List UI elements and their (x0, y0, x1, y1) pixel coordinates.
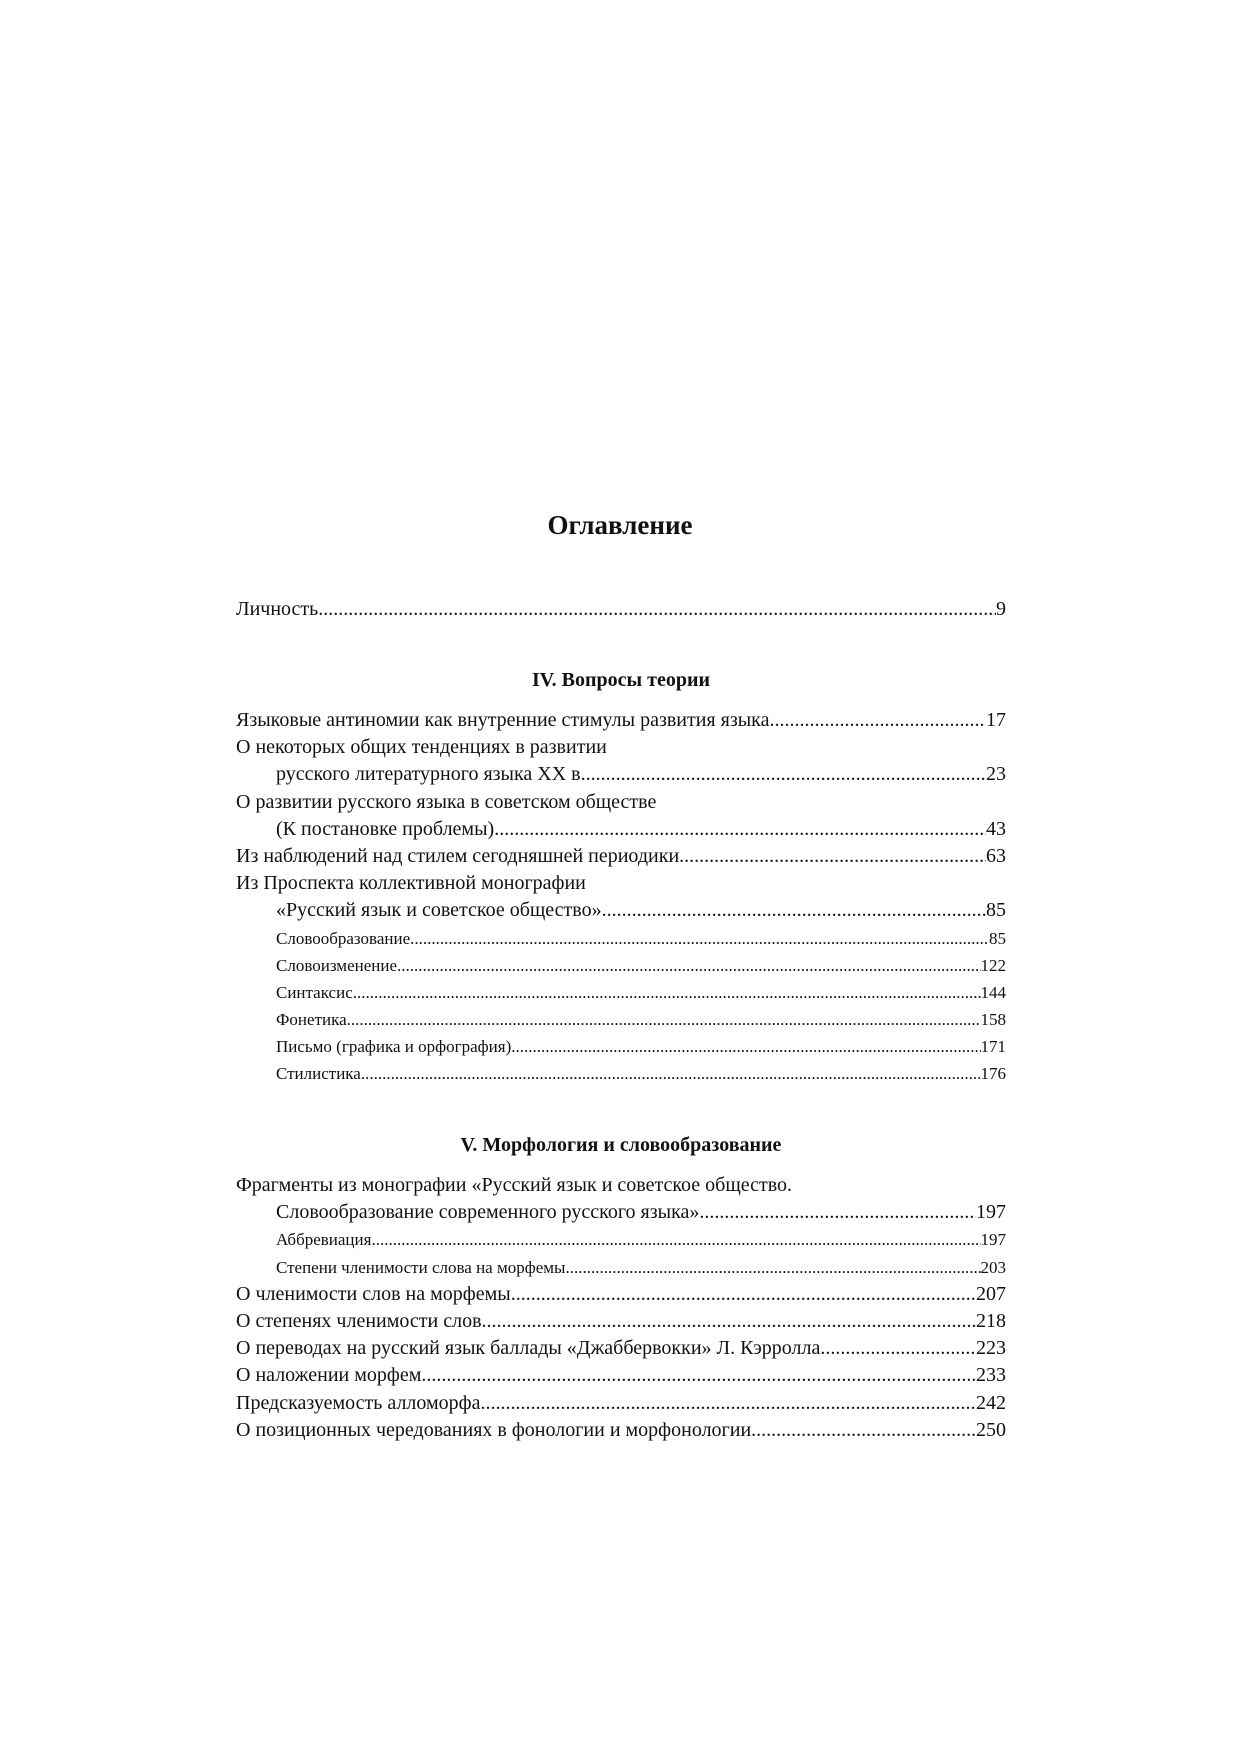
toc-entry-title: О наложении морфем (236, 1364, 422, 1387)
toc-entry (236, 707, 1006, 734)
toc-entry (236, 1006, 1006, 1033)
toc-entry (236, 761, 1006, 788)
toc-leader-dots (353, 979, 981, 1006)
toc-entry-page: 85 (986, 899, 1006, 922)
toc-entry-title: Языковые антиномии как внутренние стимулы развития языка (236, 709, 770, 731)
toc-entry (236, 596, 1006, 623)
toc-entry-title: Личность (236, 598, 319, 620)
toc-entry-title: О членимости слов на морфемы (236, 1282, 511, 1305)
toc-leader-dots (769, 707, 986, 734)
toc-entry-page: 242 (976, 1391, 1006, 1414)
toc-entry-title: Из наблюдений над стилем сегодняшней периодики (236, 844, 680, 867)
toc-entry-title: Фонетика (276, 1010, 347, 1030)
toc-entry-page: 85 (989, 928, 1006, 948)
toc-entry-title: Письмо (графика и орфография) (276, 1037, 512, 1057)
toc-entry-title: Словообразование современного русского языка» (276, 1201, 700, 1224)
toc-leader-dots (482, 1308, 976, 1335)
toc-entry-title: О степенях членимости слов (236, 1309, 482, 1332)
toc-entry-title: (К постановке проблемы) (276, 817, 495, 840)
toc-entry-page: 207 (976, 1282, 1006, 1305)
toc-entry (236, 1417, 1006, 1444)
toc-leader-dots (421, 1362, 976, 1389)
toc-entry-title: Предсказуемость алломорфа (236, 1391, 481, 1414)
toc-entry (236, 734, 1006, 761)
toc-section-morphology (236, 1172, 1006, 1444)
toc-leader-dots (318, 596, 996, 623)
toc-entry (236, 816, 1006, 843)
page-title: Оглавление (547, 510, 693, 540)
toc-entry-page: 218 (976, 1309, 1006, 1332)
toc-entry (236, 1362, 1006, 1389)
toc-leader-dots (699, 1199, 976, 1226)
section-heading-morphology: V. Морфология и словообразование (460, 1134, 782, 1156)
toc-entry (236, 1199, 1006, 1226)
toc-leader-dots (602, 897, 986, 924)
toc-entry (236, 1335, 1006, 1362)
toc-entry (236, 1390, 1006, 1417)
toc-entry-title: Из Проспекта коллективной монографии (236, 872, 586, 895)
toc-entry-page: 23 (986, 763, 1006, 786)
toc-entry (236, 843, 1006, 870)
toc-leader-dots (565, 1254, 980, 1281)
toc-entry-title: О некоторых общих тенденциях в развитии (236, 736, 607, 759)
toc-entry-page: 176 (980, 1064, 1006, 1084)
toc-entry-title: «Русский язык и советское общество» (276, 899, 602, 922)
toc-entry (236, 925, 1006, 952)
toc-leader-dots (371, 1226, 980, 1253)
toc-leader-dots (481, 1390, 976, 1417)
toc-intro (236, 596, 1006, 623)
toc-leader-dots (679, 843, 986, 870)
toc-entry-page: 144 (980, 982, 1006, 1002)
toc-entry (236, 1308, 1006, 1335)
toc-entry (236, 1226, 1006, 1253)
toc-entry-title: Степени членимости слова на морфемы (276, 1257, 566, 1277)
toc-entry-title: Стилистика (276, 1064, 361, 1084)
toc-entry-page: 9 (996, 598, 1006, 620)
toc-leader-dots (511, 1033, 980, 1060)
toc-entry (236, 789, 1006, 816)
toc-entry-title: русского литературного языка XX в. (276, 763, 586, 786)
toc-entry-page: 171 (980, 1037, 1006, 1057)
section-heading-theory: IV. Вопросы теории (532, 669, 710, 691)
toc-entry-page: 63 (986, 844, 1006, 867)
toc-entry-title: Фрагменты из монографии «Русский язык и советское общество. (236, 1174, 793, 1196)
toc-entry (236, 979, 1006, 1006)
toc-entry (236, 1060, 1006, 1087)
toc-entry-page: 197 (976, 1201, 1006, 1224)
toc-entry-page: 203 (980, 1257, 1006, 1277)
toc-entry-title: Синтаксис (276, 982, 353, 1002)
toc-leader-dots (820, 1335, 976, 1362)
toc-section-theory (236, 707, 1006, 1088)
toc-entry-page: 158 (980, 1010, 1006, 1030)
toc-entry-page: 197 (980, 1230, 1006, 1250)
toc-entry (236, 1254, 1006, 1281)
toc-entry-page: 17 (986, 709, 1006, 731)
toc-leader-dots (751, 1417, 976, 1444)
toc-entry (236, 1172, 1006, 1199)
toc-leader-dots (494, 816, 986, 843)
toc-leader-dots (347, 1006, 981, 1033)
toc-entry-title: О позиционных чередованиях в фонологии и морфонологии (236, 1418, 752, 1441)
toc-leader-dots (410, 925, 989, 952)
toc-entry-page: 122 (980, 955, 1006, 975)
toc-leader-dots (586, 761, 986, 788)
toc-entry-title: Словоизменение (276, 955, 397, 975)
toc-entry-title: Словообразование (276, 928, 411, 948)
toc-entry-title: О развитии русского языка в советском обществе (236, 790, 657, 813)
toc-entry (236, 870, 1006, 897)
toc-entry-page: 233 (976, 1364, 1006, 1387)
toc-entry-page: 43 (986, 817, 1006, 840)
toc-leader-dots (361, 1060, 981, 1087)
toc-entry (236, 1033, 1006, 1060)
toc-entry (236, 897, 1006, 924)
toc-entry (236, 952, 1006, 979)
toc-entry-page: 250 (976, 1418, 1006, 1441)
toc-entry-title: Аббревиация (276, 1230, 372, 1250)
toc-entry-title: О переводах на русский язык баллады «Джаббервокки» Л. Кэрролла (236, 1337, 821, 1360)
toc-entry-page: 223 (976, 1337, 1006, 1360)
toc-leader-dots (397, 952, 981, 979)
toc-entry (236, 1281, 1006, 1308)
toc-leader-dots (511, 1281, 976, 1308)
